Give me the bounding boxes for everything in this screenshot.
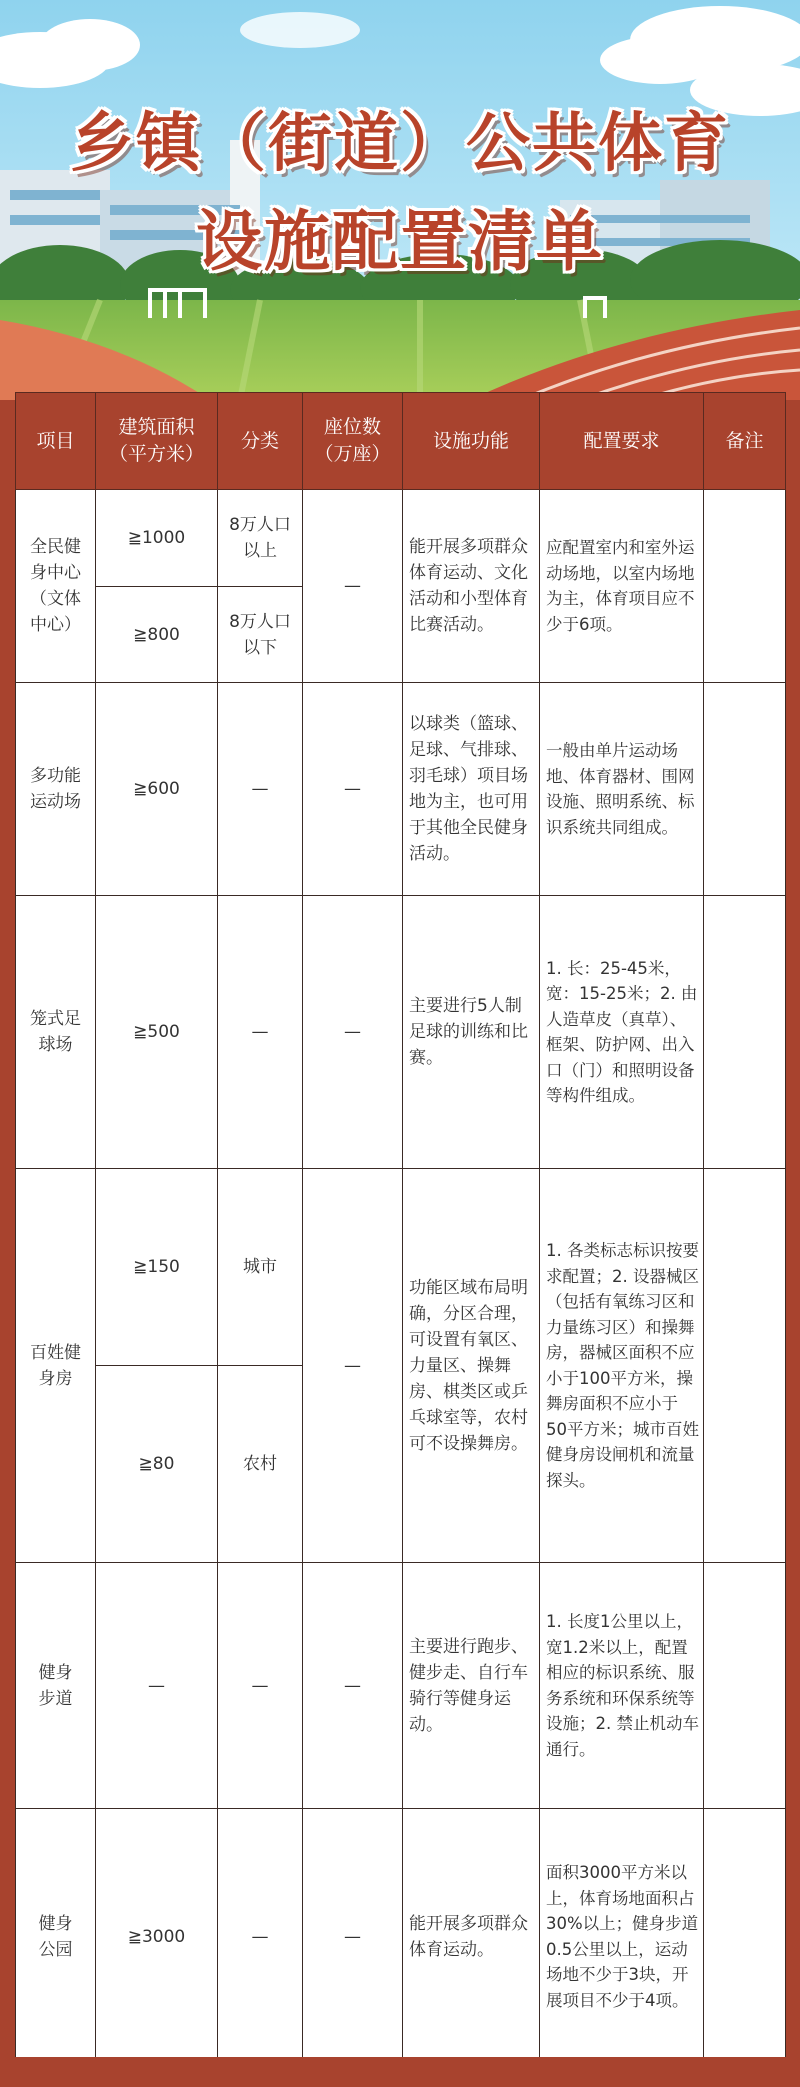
header-class: 分类 (218, 393, 303, 490)
table-row (16, 1169, 786, 1366)
cell-seats: — (303, 1169, 403, 1563)
cell-requirement: 面积3000平方米以上，体育场地面积占 30%以上；健身步道0.5公里以上，运动场地不少于3块，开展项目不少于4项。 (540, 1809, 704, 2065)
cell-name (16, 1169, 96, 1563)
cell-function: 以球类（篮球、足球、气排球、羽毛球）项目场地为主，也可用于其他全民健身活动。 (403, 683, 540, 896)
table-header-row (16, 393, 786, 490)
cell-class: — (218, 896, 303, 1169)
bottom-border-band (0, 2057, 800, 2087)
cell-note (704, 490, 786, 683)
cell-name (16, 896, 96, 1169)
cell-requirement: 1. 长：25-45米，宽：15-25米；2. 由人造草皮（真草）、框架、防护网、出入口（门）和照明设备等构件组成。 (540, 896, 704, 1169)
table-row (16, 1809, 786, 2065)
cell-class: — (218, 1563, 303, 1809)
row-jianshen-bu-name: 健身步道 (38, 1662, 73, 1709)
cell-area: — (96, 1563, 218, 1809)
header-illustration (0, 0, 800, 400)
cell-requirement: 1. 长度1公里以上，宽1.2米以上，配置相应的标识系统、服务系统和环保系统等设施；2. 禁止机动车通行。 (540, 1563, 704, 1809)
cell-seats: — (303, 490, 403, 683)
cell-function: 主要进行跑步、健步走、自行车骑行等健身运动。 (403, 1563, 540, 1809)
header-requirement: 配置要求 (540, 393, 704, 490)
cell-requirement: 1. 各类标志标识按要求配置；2. 设器械区（包括有氧练习区和力量练习区）和操舞房，器械区面积不应小于100平方米，操舞房面积不应小于 50平方米；城市百姓健身房设闸机和流量探头。 (540, 1169, 704, 1563)
row-duogongneng-name: 多功能运动场 (30, 766, 81, 812)
cell-requirement: 应配置室内和室外运动场地，以室内场地为主，体育项目应不少于6项。 (540, 490, 704, 683)
table-row (16, 896, 786, 1169)
cell-area: ≧600 (96, 683, 218, 896)
cell-note (704, 1169, 786, 1563)
cell-function: 能开展多项群众体育运动、文化活动和小型体育比赛活动。 (403, 490, 540, 683)
cell-function: 功能区域布局明确，分区合理，可设置有氧区、力量区、操舞房、棋类区或乒乓球室等，农村可不设操舞房。 (403, 1169, 540, 1563)
page-title-line1: 乡镇（街道）公共体育 (70, 107, 730, 181)
header-area (96, 393, 218, 490)
table-row (16, 683, 786, 896)
facility-table (15, 392, 786, 2065)
row-gongyuan-name: 健身公园 (38, 1913, 73, 1960)
cell-name (16, 1563, 96, 1809)
cell-seats: — (303, 1809, 403, 2065)
cell-name (16, 1809, 96, 2065)
cell-class: 城市 (218, 1169, 303, 1366)
cell-seats: — (303, 896, 403, 1169)
cell-class: — (218, 1809, 303, 2065)
cell-seats: — (303, 683, 403, 896)
cell-area: ≧80 (96, 1366, 218, 1563)
cell-class: 农村 (218, 1366, 303, 1563)
cell-note (704, 1809, 786, 2065)
page-title-line2: 设施配置清单 (196, 203, 604, 280)
cell-seats: — (303, 1563, 403, 1809)
cell-class: — (218, 683, 303, 896)
cell-name (16, 490, 96, 683)
header-seats (303, 393, 403, 490)
cell-requirement: 一般由单片运动场地、体育器材、围网设施、照明系统、标识系统共同组成。 (540, 683, 704, 896)
cell-area: ≧150 (96, 1169, 218, 1366)
cell-class (218, 490, 303, 587)
header-seats-label: 座位数（万座） (314, 416, 391, 465)
row-quanmin-name: 全民健身中心（文体中心） (30, 537, 81, 635)
table-row (16, 1563, 786, 1809)
cell-area: ≧1000 (96, 490, 218, 587)
header-note: 备注 (704, 393, 786, 490)
facility-table-container (15, 392, 785, 2057)
cell-name (16, 683, 96, 896)
cell-class (218, 587, 303, 683)
cell-function: 能开展多项群众体育运动。 (403, 1809, 540, 2065)
cell-note (704, 896, 786, 1169)
header-area-label: 建筑面积（平方米） (108, 416, 204, 465)
cell-area: ≧3000 (96, 1809, 218, 2065)
row-longshi-name: 笼式足球场 (30, 1009, 81, 1055)
cell-note (704, 1563, 786, 1809)
header-function: 设施功能 (403, 393, 540, 490)
cell-note (704, 683, 786, 896)
table-row (16, 490, 786, 587)
row-baixing-name: 百姓健身房 (30, 1342, 81, 1389)
row-quanmin-class-b: 8万人口以下 (229, 611, 291, 658)
header-project: 项目 (16, 393, 96, 490)
cell-area: ≧500 (96, 896, 218, 1169)
cell-function: 主要进行5人制足球的训练和比赛。 (403, 896, 540, 1169)
cell-area: ≧800 (96, 587, 218, 683)
row-quanmin-class-a: 8万人口以上 (229, 515, 291, 561)
